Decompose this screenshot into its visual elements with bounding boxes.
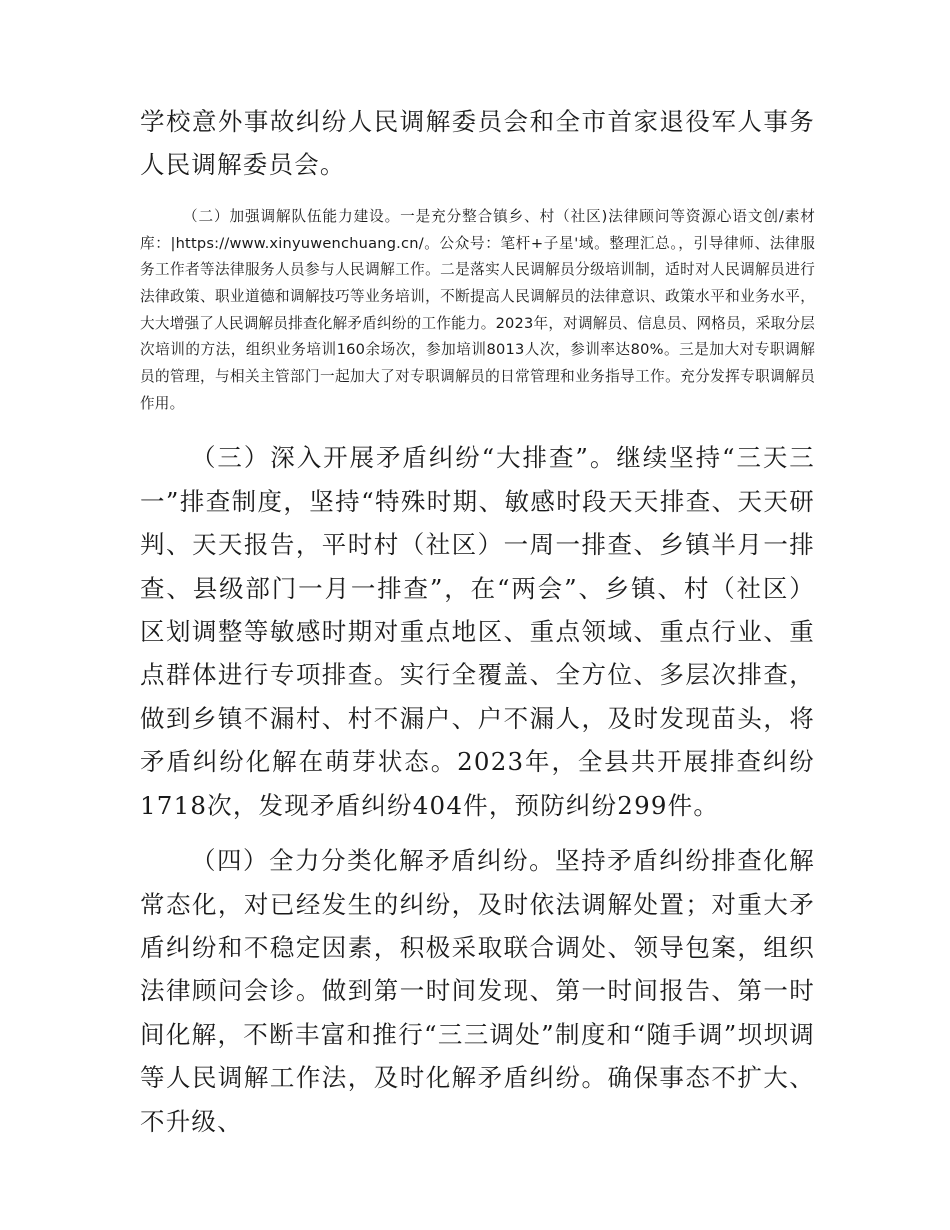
paragraph-investigation: （三）深入开展矛盾纠纷“大排查”。继续坚持“三天三一”排查制度，坚持“特殊时期、敏感时段天天排查、天天研判、天天报告，平时村（社区）一周一排查、乡镇半月一排查、县级部门一月一排查”，在“两会”、乡镇、村（社区）区划调整等敏感时期对重点地区、重点领域、重点行业、重点群体进行专项排查。实行全覆盖、全方位、多层次排查，做到乡镇不漏村、村不漏户、户不漏人，及时发现苗头，将矛盾纠纷化解在萌芽状态。2023年，全县共开展排查纠纷1718次，发现矛盾纠纷404件，预防纠纷299件。 [140, 443, 815, 820]
document-page [140, 100, 815, 1143]
paragraph-continuation: 学校意外事故纠纷人民调解委员会和全市首家退役军人事务人民调解委员会。 [140, 107, 815, 180]
paragraph-team-building: （二）加强调解队伍能力建设。一是充分整合镇乡、村（社区)法律顾问等资源心语文创/素材库：|https://www.xinyuwenchuang.cn/。公众号：笔杆+子星'域。整理汇总。，引导律师、法律服务工作者等法律服务人员参与人民调解工作。二是落实人民调解员分级培训制，适时对人民调解员进行法律政策、职业道德和调解技巧等业务培训，不断提高人民调解员的法律意识、政策水平和业务水平，大大增强了人民调解员排查化解矛盾纠纷的工作能力。2023年，对调解员、信息员、网格员，采取分层次培训的方法，组织业务培训160余场次，参加培训8013人次，参训率达80%。三是加大对专职调解员的管理，与相关主管部门一起加大了对专职调解员的日常管理和业务指导工作。充分发挥专职调解员作用。 [140, 207, 815, 412]
paragraph-resolution: （四）全力分类化解矛盾纠纷。坚持矛盾纠纷排查化解常态化，对已经发生的纠纷，及时依法调解处置；对重大矛盾纠纷和不稳定因素，积极采取联合调处、领导包案，组织法律顾问会诊。做到第一时间发现、第一时间报告、第一时间化解，不断丰富和推行“三三调处”制度和“随手调”坝坝调等人民调解工作法，及时化解矛盾纠纷。确保事态不扩大、不升级、 [140, 846, 815, 1136]
